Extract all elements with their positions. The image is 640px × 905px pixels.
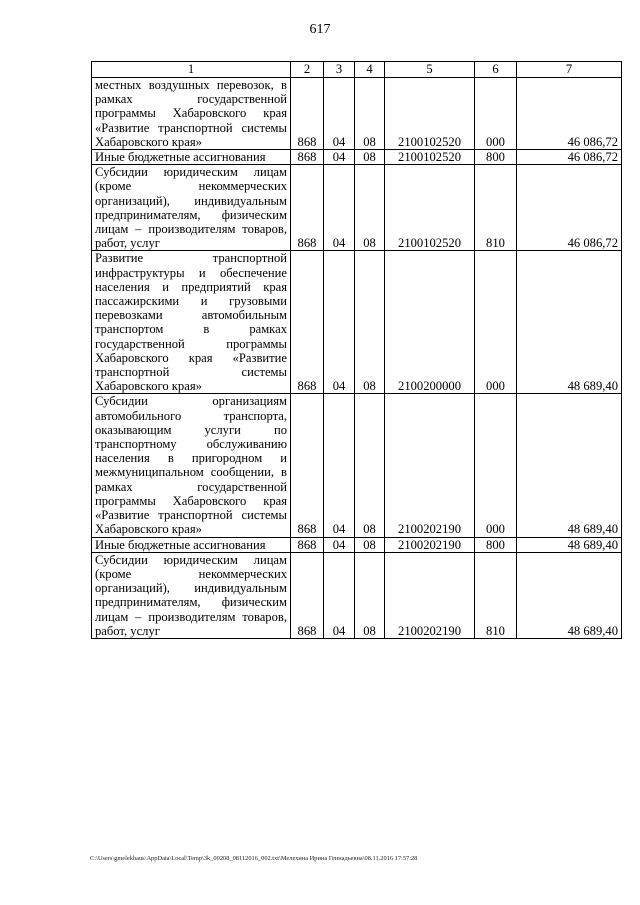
header-row [92, 62, 622, 78]
section-code: 04 [324, 394, 355, 537]
column-header: 3 [324, 62, 355, 78]
expense-type-code: 800 [475, 150, 517, 165]
ministry-code: 868 [291, 78, 324, 150]
amount: 48 689,40 [517, 552, 622, 638]
subsection-code: 08 [355, 78, 385, 150]
ministry-code: 868 [291, 251, 324, 394]
target-article-code: 2100202190 [385, 394, 475, 537]
amount: 46 086,72 [517, 78, 622, 150]
table-row [92, 78, 622, 150]
expense-type-code: 800 [475, 537, 517, 552]
section-code: 04 [324, 150, 355, 165]
amount: 48 689,40 [517, 251, 622, 394]
table-row [92, 150, 622, 165]
budget-table [91, 61, 622, 639]
amount: 48 689,40 [517, 537, 622, 552]
section-code: 04 [324, 78, 355, 150]
target-article-code: 2100202190 [385, 552, 475, 638]
table-row [92, 552, 622, 638]
section-code: 04 [324, 552, 355, 638]
target-article-code: 2100102520 [385, 165, 475, 251]
column-header: 4 [355, 62, 385, 78]
expense-type-code: 000 [475, 394, 517, 537]
expense-type-code: 810 [475, 165, 517, 251]
target-article-code: 2100102520 [385, 150, 475, 165]
section-code: 04 [324, 537, 355, 552]
ministry-code: 868 [291, 552, 324, 638]
column-header: 2 [291, 62, 324, 78]
subsection-code: 08 [355, 150, 385, 165]
ministry-code: 868 [291, 165, 324, 251]
table-row [92, 165, 622, 251]
column-header: 5 [385, 62, 475, 78]
section-code: 04 [324, 165, 355, 251]
table-row [92, 394, 622, 537]
subsection-code: 08 [355, 165, 385, 251]
row-description: Субсидии юридическим лицам (кроме некоммерческих организаций), индивидуальным предпринимателям, физическим лицам – производителям товаров, работ, услуг [92, 552, 291, 638]
ministry-code: 868 [291, 394, 324, 537]
target-article-code: 2100202190 [385, 537, 475, 552]
row-description: местных воздушных перевозок, в рамках государственной программы Хабаровского края «Развитие транспортной системы Хабаровского края» [92, 78, 291, 150]
ministry-code: 868 [291, 537, 324, 552]
amount: 48 689,40 [517, 394, 622, 537]
expense-type-code: 810 [475, 552, 517, 638]
target-article-code: 2100102520 [385, 78, 475, 150]
expense-type-code: 000 [475, 78, 517, 150]
column-header: 1 [92, 62, 291, 78]
ministry-code: 868 [291, 150, 324, 165]
subsection-code: 08 [355, 552, 385, 638]
row-description: Иные бюджетные ассигнования [92, 150, 291, 165]
table-row [92, 251, 622, 394]
row-description: Иные бюджетные ассигнования [92, 537, 291, 552]
subsection-code: 08 [355, 537, 385, 552]
row-description: Развитие транспортной инфраструктуры и обеспечение населения и предприятий края пассажирскими и грузовыми перевозками автомобильным транспортом в рамках государственной программы Хабаровского края «Развитие транспортной системы Хабаровского края» [92, 251, 291, 394]
row-description: Субсидии организациям автомобильного транспорта, оказывающим услуги по транспортному обслуживанию населения в пригородном и межмуниципальном сообщении, в рамках государственной программы Хабаровского края «Развитие транспортной системы Хабаровского края» [92, 394, 291, 537]
file-path-footer: C:\Users\gmelekhaus\AppData\Local\Temp\3k_00208_08112016_002.txt\Мелехина Ирина Геннадьевна\08.11.2016 17:57:28 [90, 855, 418, 862]
section-code: 04 [324, 251, 355, 394]
page-number: 617 [309, 22, 331, 37]
amount: 46 086,72 [517, 150, 622, 165]
column-header: 7 [517, 62, 622, 78]
expense-type-code: 000 [475, 251, 517, 394]
table-row [92, 537, 622, 552]
column-header: 6 [475, 62, 517, 78]
subsection-code: 08 [355, 394, 385, 537]
subsection-code: 08 [355, 251, 385, 394]
amount: 46 086,72 [517, 165, 622, 251]
row-description: Субсидии юридическим лицам (кроме некоммерческих организаций), индивидуальным предпринимателям, физическим лицам – производителям товаров, работ, услуг [92, 165, 291, 251]
target-article-code: 2100200000 [385, 251, 475, 394]
